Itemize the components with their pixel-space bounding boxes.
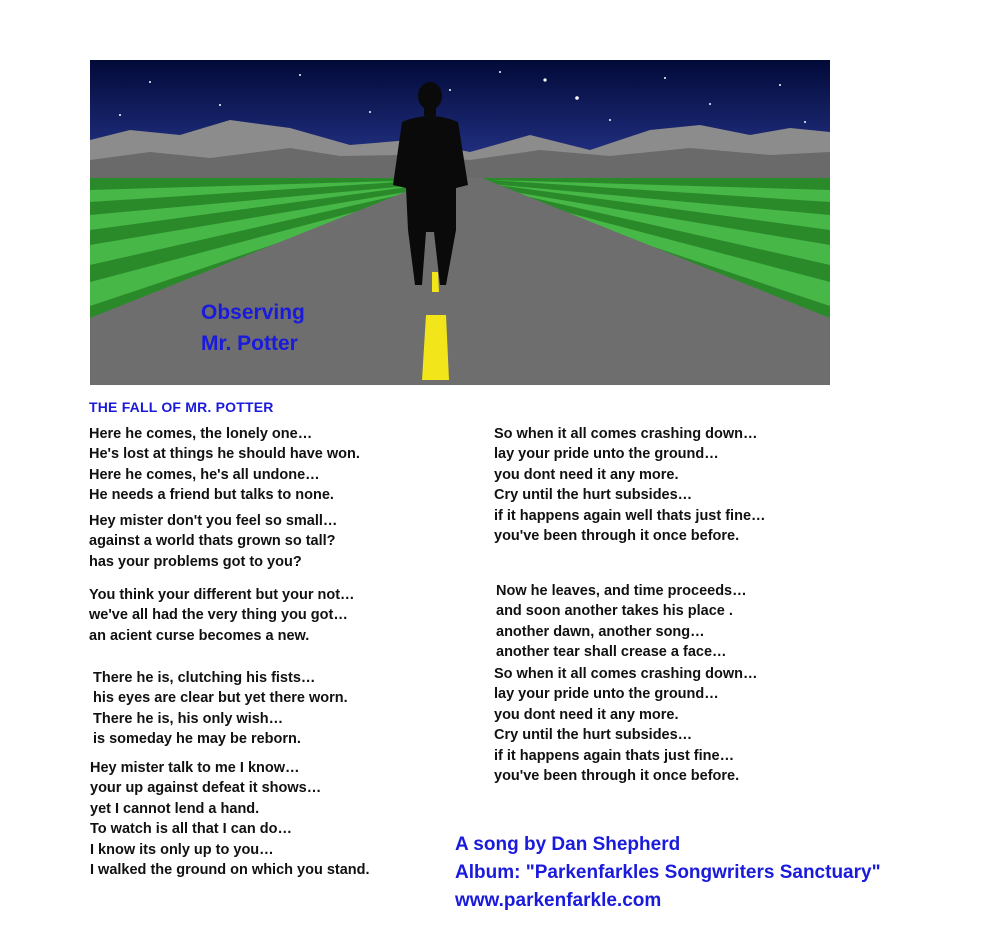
lyric-line: You think your different but your not… xyxy=(89,587,355,603)
lyric-line: Cry until the hurt subsides… xyxy=(494,727,693,744)
lyric-line: He's lost at things he should have won. xyxy=(89,446,360,463)
website-link[interactable]: www.parkenfarkle.com xyxy=(455,890,662,911)
lyric-line: has your problems got to you? xyxy=(89,553,302,570)
banner-image xyxy=(90,60,830,385)
lyric-line: we've all had the very thing you got… xyxy=(89,607,348,624)
road-stripe xyxy=(432,272,439,292)
lyric-line: his eyes are clear but yet there worn. xyxy=(93,690,348,707)
lyric-line: if it happens again thats just fine… xyxy=(494,747,735,764)
lyric-line: you dont need it any more. xyxy=(494,466,679,483)
lyric-line: against a world thats grown so tall? xyxy=(89,533,336,550)
lyric-line: lay your pride unto the ground… xyxy=(494,686,719,703)
lyric-line: Here he comes, the lonely one… xyxy=(89,426,313,442)
lyric-line: lay your pride unto the ground… xyxy=(494,446,719,463)
lyric-line: There he is, his only wish… xyxy=(93,710,284,727)
lyric-line: another dawn, another song… xyxy=(496,623,705,640)
stanza-6 xyxy=(496,581,747,663)
stanza-2 xyxy=(89,511,337,572)
lyric-line: There he is, clutching his fists… xyxy=(93,670,316,686)
lyric-line: if it happens again well thats just fine… xyxy=(494,507,766,524)
lyric-line: your up against defeat it shows… xyxy=(90,780,322,797)
road-stripe xyxy=(422,315,449,380)
stanza-5 xyxy=(90,758,370,880)
banner-title-line1: Observing xyxy=(201,301,305,324)
lyric-line: yet I cannot lend a hand. xyxy=(90,800,260,817)
song-credit: A song by Dan Shepherd xyxy=(455,834,681,855)
lyric-line: Now he leaves, and time proceeds… xyxy=(496,583,747,599)
stanza-3 xyxy=(89,585,355,646)
lyric-line: Cry until the hurt subsides… xyxy=(494,487,693,504)
lyric-line: Hey mister talk to me I know… xyxy=(90,760,300,776)
banner-title-line2: Mr. Potter xyxy=(201,332,298,355)
album-credit: Album: "Parkenfarkles Songwriters Sanctuary" xyxy=(455,862,881,883)
stanza-1 xyxy=(89,424,360,506)
lyric-line: He needs a friend but talks to none. xyxy=(89,487,334,504)
song-title: THE FALL OF MR. POTTER xyxy=(89,399,274,415)
stanza-4 xyxy=(93,668,348,750)
lyric-line: you've been through it once before. xyxy=(494,767,740,784)
lyric-line: you've been through it once before. xyxy=(494,527,740,544)
lyric-line: To watch is all that I can do… xyxy=(90,821,292,838)
lyric-line: is someday he may be reborn. xyxy=(93,731,301,748)
lyric-line: and soon another takes his place . xyxy=(496,603,733,620)
lyric-line: you dont need it any more. xyxy=(494,706,679,723)
lyric-line: So when it all comes crashing down… xyxy=(494,426,758,442)
lyric-line: another tear shall crease a face… xyxy=(496,644,727,661)
lyric-line: I know its only up to you… xyxy=(90,841,274,858)
lyric-line: So when it all comes crashing down… xyxy=(494,666,758,682)
lyric-line: an acient curse becomes a new. xyxy=(89,627,310,644)
chorus-2 xyxy=(494,664,757,786)
lyric-line: Here he comes, he's all undone… xyxy=(89,466,320,483)
lyric-line: Hey mister don't you feel so small… xyxy=(89,513,338,529)
lyric-line: I walked the ground on which you stand. xyxy=(90,861,370,878)
chorus-1 xyxy=(494,424,766,546)
